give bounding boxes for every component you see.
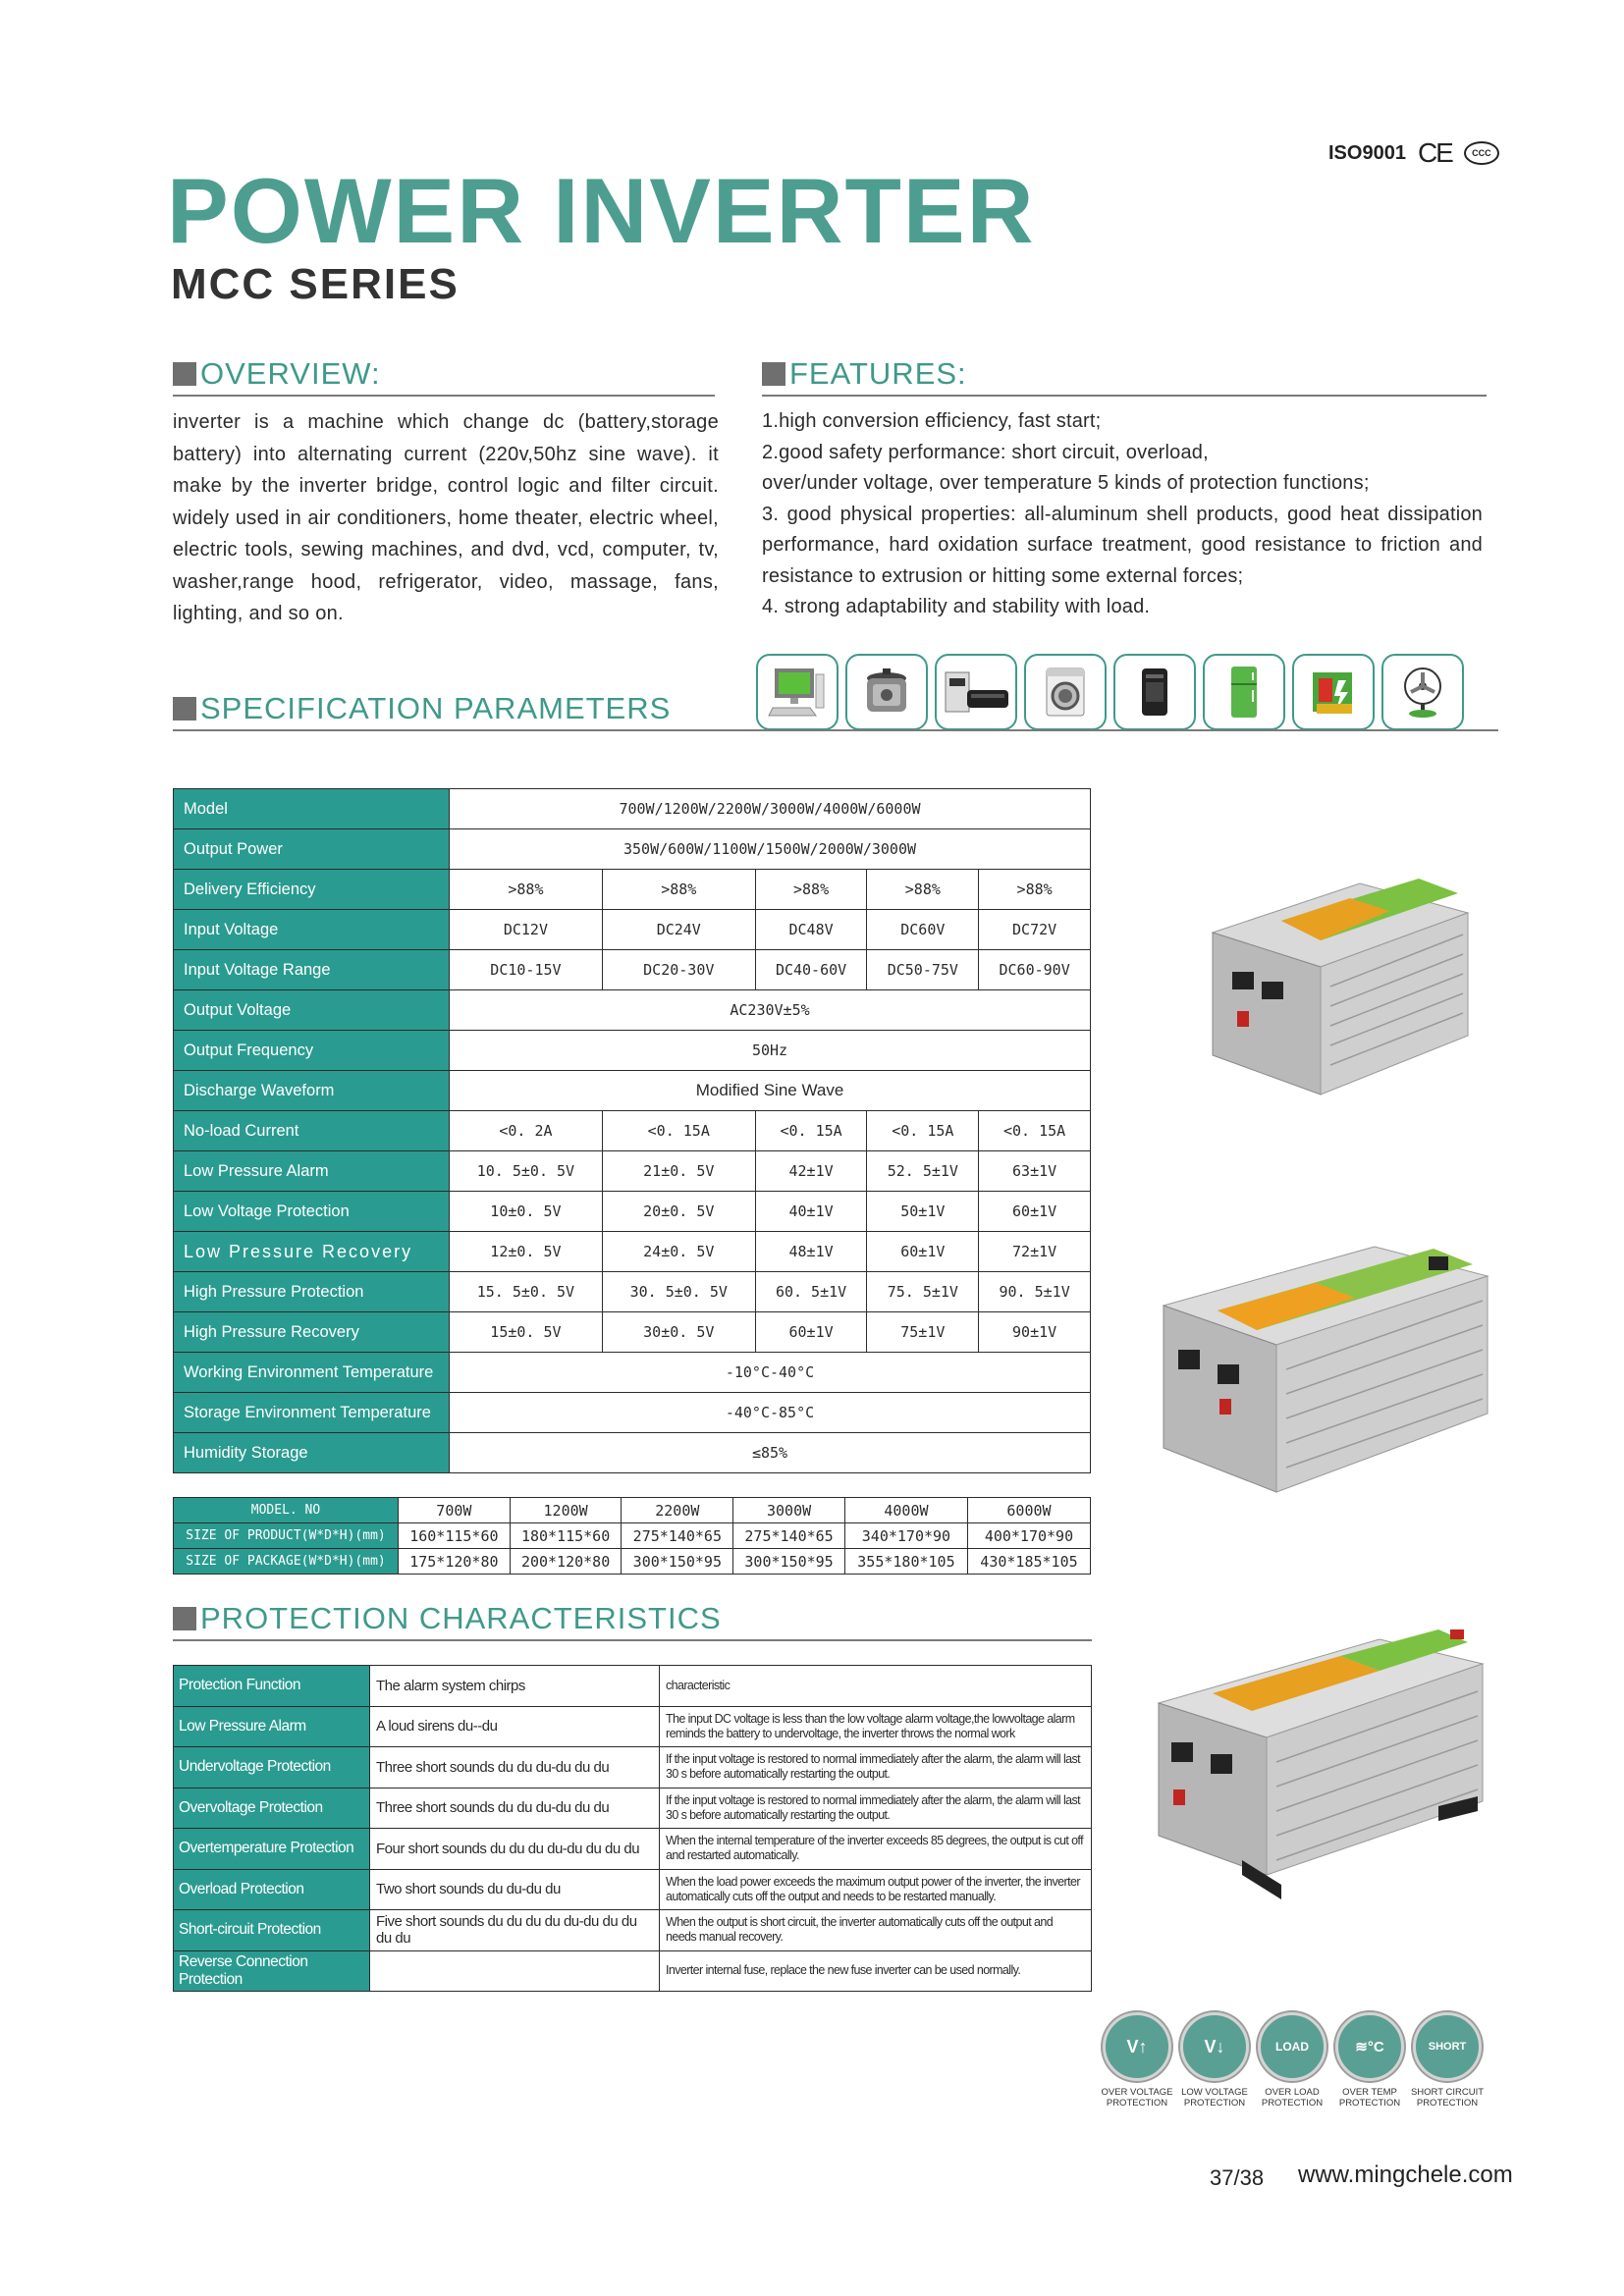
page-number: 37/38	[1210, 2165, 1265, 2190]
row-label: Low Pressure Alarm	[174, 1706, 370, 1747]
cell-value: 60±1V	[979, 1192, 1091, 1232]
table-row	[174, 1071, 1091, 1111]
cell-value: 72±1V	[979, 1232, 1091, 1272]
cell-value: 355*180*105	[844, 1549, 967, 1575]
table-row	[174, 990, 1091, 1031]
table-row	[174, 1111, 1091, 1151]
table-row	[174, 950, 1091, 990]
cell-value: DC60V	[867, 910, 979, 950]
certification-marks	[1328, 137, 1499, 169]
icon-label: OVER TEMP PROTECTION	[1338, 2087, 1401, 2109]
cell-value: 42±1V	[755, 1151, 867, 1192]
spec-heading-text: SPECIFICATION PARAMETERS	[200, 691, 672, 725]
description-cell: When the internal temperature of the inverter exceeds 85 degrees, the output is cut off and restarted automatically.	[660, 1829, 1092, 1870]
table-row	[174, 829, 1091, 870]
cell-value: <0. 15A	[867, 1111, 979, 1151]
short-circuit-protection-icon	[1410, 2012, 1485, 2109]
cell-value: 160*115*60	[399, 1523, 511, 1549]
row-label: Reverse Connection Protection	[174, 1950, 370, 1992]
features-heading	[762, 358, 1487, 397]
cell-value: DC40-60V	[755, 950, 867, 990]
cell-value: 30. 5±0. 5V	[602, 1272, 755, 1312]
feature-item: 1.high conversion efficiency, fast start;	[762, 410, 1102, 432]
row-label: SIZE OF PRODUCT(W*D*H)(mm)	[174, 1523, 399, 1549]
over-temp-disc-icon: ≋°C	[1335, 2012, 1404, 2081]
row-label: Protection Function	[174, 1666, 370, 1707]
overview-paragraph: inverter is a machine which change dc (battery,storage battery) into alternating current (220v,50hz sine wave). it make by the inverter bridge, control logic and filter circuit. widely used in air conditioners, home theater, electric wheel, electric tools, sewing machines, and dvd, vcd, computer, tv, washer,range hood, refrigerator, video, massage, fans, lighting, and so on.	[173, 411, 719, 624]
table-row	[174, 1747, 1092, 1789]
section-square-icon	[173, 362, 196, 386]
table-row	[174, 870, 1091, 910]
table-row	[174, 1706, 1092, 1747]
cell-value: 12±0. 5V	[450, 1232, 603, 1272]
row-label: Output Frequency	[174, 1031, 450, 1071]
inverter-product-image-small	[1193, 874, 1478, 1119]
cell-value: AC230V±5%	[450, 990, 1091, 1031]
cell-value: 20±0. 5V	[602, 1192, 755, 1232]
cell-value: 300*150*95	[622, 1549, 733, 1575]
cell-value: 10±0. 5V	[450, 1192, 603, 1232]
website-link[interactable]: www.mingchele.com	[1298, 2162, 1513, 2188]
feature-item: over/under voltage, over temperature 5 kinds of protection functions;	[762, 472, 1370, 494]
row-label: Input Voltage	[174, 910, 450, 950]
cell-value: 50±1V	[867, 1192, 979, 1232]
cell-value: -40°C-85°C	[450, 1393, 1091, 1433]
table-row	[174, 1272, 1091, 1312]
description-cell: When the output is short circuit, the inverter automatically cuts off the output and needs manual recovery.	[660, 1910, 1092, 1951]
protection-table	[173, 1665, 1092, 1992]
header-cell: 2200W	[622, 1498, 733, 1523]
row-label: Low Pressure Recovery	[174, 1232, 450, 1272]
row-label: High Pressure Protection	[174, 1272, 450, 1312]
description-cell: If the input voltage is restored to normal immediately after the alarm, the alarm will last 30 s before automatically restarting the output.	[660, 1788, 1092, 1829]
spec-heading	[173, 693, 1498, 731]
table-row	[174, 789, 1091, 829]
header-cell: 4000W	[844, 1498, 967, 1523]
cell-value: 275*140*65	[733, 1523, 845, 1549]
cell-value: <0. 15A	[979, 1111, 1091, 1151]
protection-heading-text: PROTECTION CHARACTERISTICS	[200, 1601, 722, 1635]
row-label: Working Environment Temperature	[174, 1353, 450, 1393]
cell-value: <0. 15A	[602, 1111, 755, 1151]
header-cell: 6000W	[967, 1498, 1090, 1523]
cell-value: 75±1V	[867, 1312, 979, 1353]
cell-value: DC48V	[755, 910, 867, 950]
row-label: Low Voltage Protection	[174, 1192, 450, 1232]
row-label: Low Pressure Alarm	[174, 1151, 450, 1192]
description-cell: Inverter internal fuse, replace the new fuse inverter can be used normally.	[660, 1950, 1092, 1992]
over-voltage-protection-icon	[1103, 2012, 1171, 2109]
header-cell: MODEL. NO	[174, 1498, 399, 1523]
cell-value: 15±0. 5V	[450, 1312, 603, 1353]
cell-value: >88%	[867, 870, 979, 910]
row-label: Model	[174, 789, 450, 829]
cell-value: 15. 5±0. 5V	[450, 1272, 603, 1312]
cell-value: 180*115*60	[510, 1523, 622, 1549]
cell-value: DC72V	[979, 910, 1091, 950]
row-label: Input Voltage Range	[174, 950, 450, 990]
overview-heading-text: OVERVIEW:	[200, 356, 381, 391]
cell-value: 21±0. 5V	[602, 1151, 755, 1192]
table-row	[174, 1393, 1091, 1433]
table-row	[174, 1031, 1091, 1071]
row-label: Overload Protection	[174, 1869, 370, 1910]
icon-label: SHORT CIRCUIT PROTECTION	[1410, 2087, 1485, 2109]
header-cell: 3000W	[733, 1498, 845, 1523]
header-cell: 700W	[399, 1498, 511, 1523]
table-row	[174, 910, 1091, 950]
section-square-icon	[762, 362, 785, 386]
cell-value: 340*170*90	[844, 1523, 967, 1549]
table-row	[174, 1232, 1091, 1272]
cell-value: 90. 5±1V	[979, 1272, 1091, 1312]
table-row	[174, 1910, 1092, 1951]
page-title: POWER INVERTER	[167, 159, 1036, 262]
over-load-disc-icon: LOAD	[1258, 2012, 1326, 2081]
cell-value: 60±1V	[867, 1232, 979, 1272]
cell-value: 60±1V	[755, 1312, 867, 1353]
over-temp-protection-icon	[1335, 2012, 1404, 2109]
row-label: Humidity Storage	[174, 1433, 450, 1473]
alarm-cell: Four short sounds du du du du-du du du du	[370, 1829, 660, 1870]
row-label: Output Power	[174, 829, 450, 870]
description-cell: If the input voltage is restored to normal immediately after the alarm, the alarm will last 30 s before automatically restarting the output.	[660, 1747, 1092, 1789]
cell-value: 10. 5±0. 5V	[450, 1151, 603, 1192]
row-label: Storage Environment Temperature	[174, 1393, 450, 1433]
alarm-cell: Three short sounds du du du-du du du	[370, 1747, 660, 1789]
cell-value: >88%	[979, 870, 1091, 910]
cell-value: 400*170*90	[967, 1523, 1090, 1549]
cell-value: >88%	[755, 870, 867, 910]
table-row	[174, 1523, 1091, 1549]
table-row	[174, 1192, 1091, 1232]
cell-value: DC20-30V	[602, 950, 755, 990]
cell-value: -10°C-40°C	[450, 1353, 1091, 1393]
row-label: No-load Current	[174, 1111, 450, 1151]
inverter-product-image-medium	[1149, 1237, 1502, 1522]
row-label: SIZE OF PACKAGE(W*D*H)(mm)	[174, 1549, 399, 1575]
alarm-cell: Two short sounds du du-du du	[370, 1869, 660, 1910]
row-label: Undervoltage Protection	[174, 1747, 370, 1789]
iso9001-mark: ISO9001	[1328, 141, 1406, 164]
row-label: High Pressure Recovery	[174, 1312, 450, 1353]
row-label: Overvoltage Protection	[174, 1788, 370, 1829]
cell-value: >88%	[602, 870, 755, 910]
alarm-cell: Five short sounds du du du du du-du du du du du	[370, 1910, 660, 1951]
table-row	[174, 1869, 1092, 1910]
over-load-protection-icon	[1258, 2012, 1326, 2109]
section-square-icon	[173, 697, 196, 721]
cell-value: DC60-90V	[979, 950, 1091, 990]
cell-value: 30±0. 5V	[602, 1312, 755, 1353]
cell-value: Modified Sine Wave	[450, 1071, 1091, 1111]
table-row	[174, 1433, 1091, 1473]
cell-value: 700W/1200W/2200W/3000W/4000W/6000W	[450, 789, 1091, 829]
alarm-cell: A loud sirens du--du	[370, 1706, 660, 1747]
row-label: Short-circuit Protection	[174, 1910, 370, 1951]
table-row	[174, 1312, 1091, 1353]
cell-value: 24±0. 5V	[602, 1232, 755, 1272]
table-row	[174, 1788, 1092, 1829]
size-table	[173, 1497, 1091, 1575]
icon-label: OVER LOAD PROTECTION	[1261, 2087, 1324, 2109]
ccc-mark: CCC	[1464, 141, 1499, 165]
cell-value: DC10-15V	[450, 950, 603, 990]
cell-value: 175*120*80	[399, 1549, 511, 1575]
feature-item: 2.good safety performance: short circuit, overload,	[762, 441, 1209, 463]
cell-value: DC50-75V	[867, 950, 979, 990]
low-voltage-disc-icon: V↓	[1180, 2012, 1249, 2081]
row-label: Discharge Waveform	[174, 1071, 450, 1111]
cell-value: 75. 5±1V	[867, 1272, 979, 1312]
cell-value: >88%	[450, 870, 603, 910]
series-subtitle: MCC SERIES	[171, 260, 460, 308]
protection-heading	[173, 1603, 1092, 1641]
ce-mark: CE	[1417, 137, 1452, 168]
cell-value: 275*140*65	[622, 1523, 733, 1549]
short-circuit-disc-icon: SHORT	[1413, 2012, 1482, 2081]
spec-table	[173, 788, 1091, 1473]
row-label: Output Voltage	[174, 990, 450, 1031]
table-row	[174, 1151, 1091, 1192]
cell-value: <0. 15A	[755, 1111, 867, 1151]
description-cell: The input DC voltage is less than the low voltage alarm voltage,the lowvoltage alarm reminds the battery to undervoltage, the inverter throws the normal work	[660, 1706, 1092, 1747]
feature-item: 4. strong adaptability and stability with load.	[762, 596, 1151, 617]
cell-value: <0. 2A	[450, 1111, 603, 1151]
table-row	[174, 1353, 1091, 1393]
feature-item: 3. good physical properties: all-aluminum shell products, good heat dissipation performance, hard oxidation surface treatment, good resistance to friction and resistance to extrusion or hitting some external forces;	[762, 503, 1483, 587]
cell-value: DC12V	[450, 910, 603, 950]
features-list	[762, 406, 1483, 623]
over-voltage-disc-icon: V↑	[1103, 2012, 1171, 2081]
cell-value: 48±1V	[755, 1232, 867, 1272]
description-cell: When the load power exceeds the maximum output power of the inverter, the inverter automatically cuts off the output and needs to be restarted manually.	[660, 1869, 1092, 1910]
table-row	[174, 1666, 1092, 1707]
cell-value: 350W/600W/1100W/1500W/2000W/3000W	[450, 829, 1091, 870]
cell-value: 60. 5±1V	[755, 1272, 867, 1312]
protection-icons	[1101, 2012, 1485, 2109]
alarm-cell: The alarm system chirps	[370, 1666, 660, 1707]
inverter-product-image-large	[1144, 1625, 1497, 1909]
table-row	[174, 1498, 1091, 1523]
cell-value: 50Hz	[450, 1031, 1091, 1071]
cell-value: 200*120*80	[510, 1549, 622, 1575]
cell-value: DC24V	[602, 910, 755, 950]
header-cell: 1200W	[510, 1498, 622, 1523]
cell-value: 40±1V	[755, 1192, 867, 1232]
table-row	[174, 1549, 1091, 1575]
overview-heading	[173, 358, 715, 397]
cell-value: 300*150*95	[733, 1549, 845, 1575]
table-row	[174, 1829, 1092, 1870]
features-heading-text: FEATURES:	[789, 356, 967, 391]
cell-value: 63±1V	[979, 1151, 1091, 1192]
alarm-cell	[370, 1950, 660, 1992]
section-square-icon	[173, 1607, 196, 1630]
icon-label: LOW VOLTAGE PROTECTION	[1181, 2087, 1248, 2109]
row-label: Delivery Efficiency	[174, 870, 450, 910]
cell-value: ≤85%	[450, 1433, 1091, 1473]
cell-value: 90±1V	[979, 1312, 1091, 1353]
row-label: Overtemperature Protection	[174, 1829, 370, 1870]
low-voltage-protection-icon	[1180, 2012, 1249, 2109]
cell-value: 430*185*105	[967, 1549, 1090, 1575]
description-cell: characteristic	[660, 1666, 1092, 1707]
cell-value: 52. 5±1V	[867, 1151, 979, 1192]
icon-label: OVER VOLTAGE PROTECTION	[1101, 2087, 1173, 2109]
alarm-cell: Three short sounds du du du-du du du	[370, 1788, 660, 1829]
table-row	[174, 1950, 1092, 1992]
